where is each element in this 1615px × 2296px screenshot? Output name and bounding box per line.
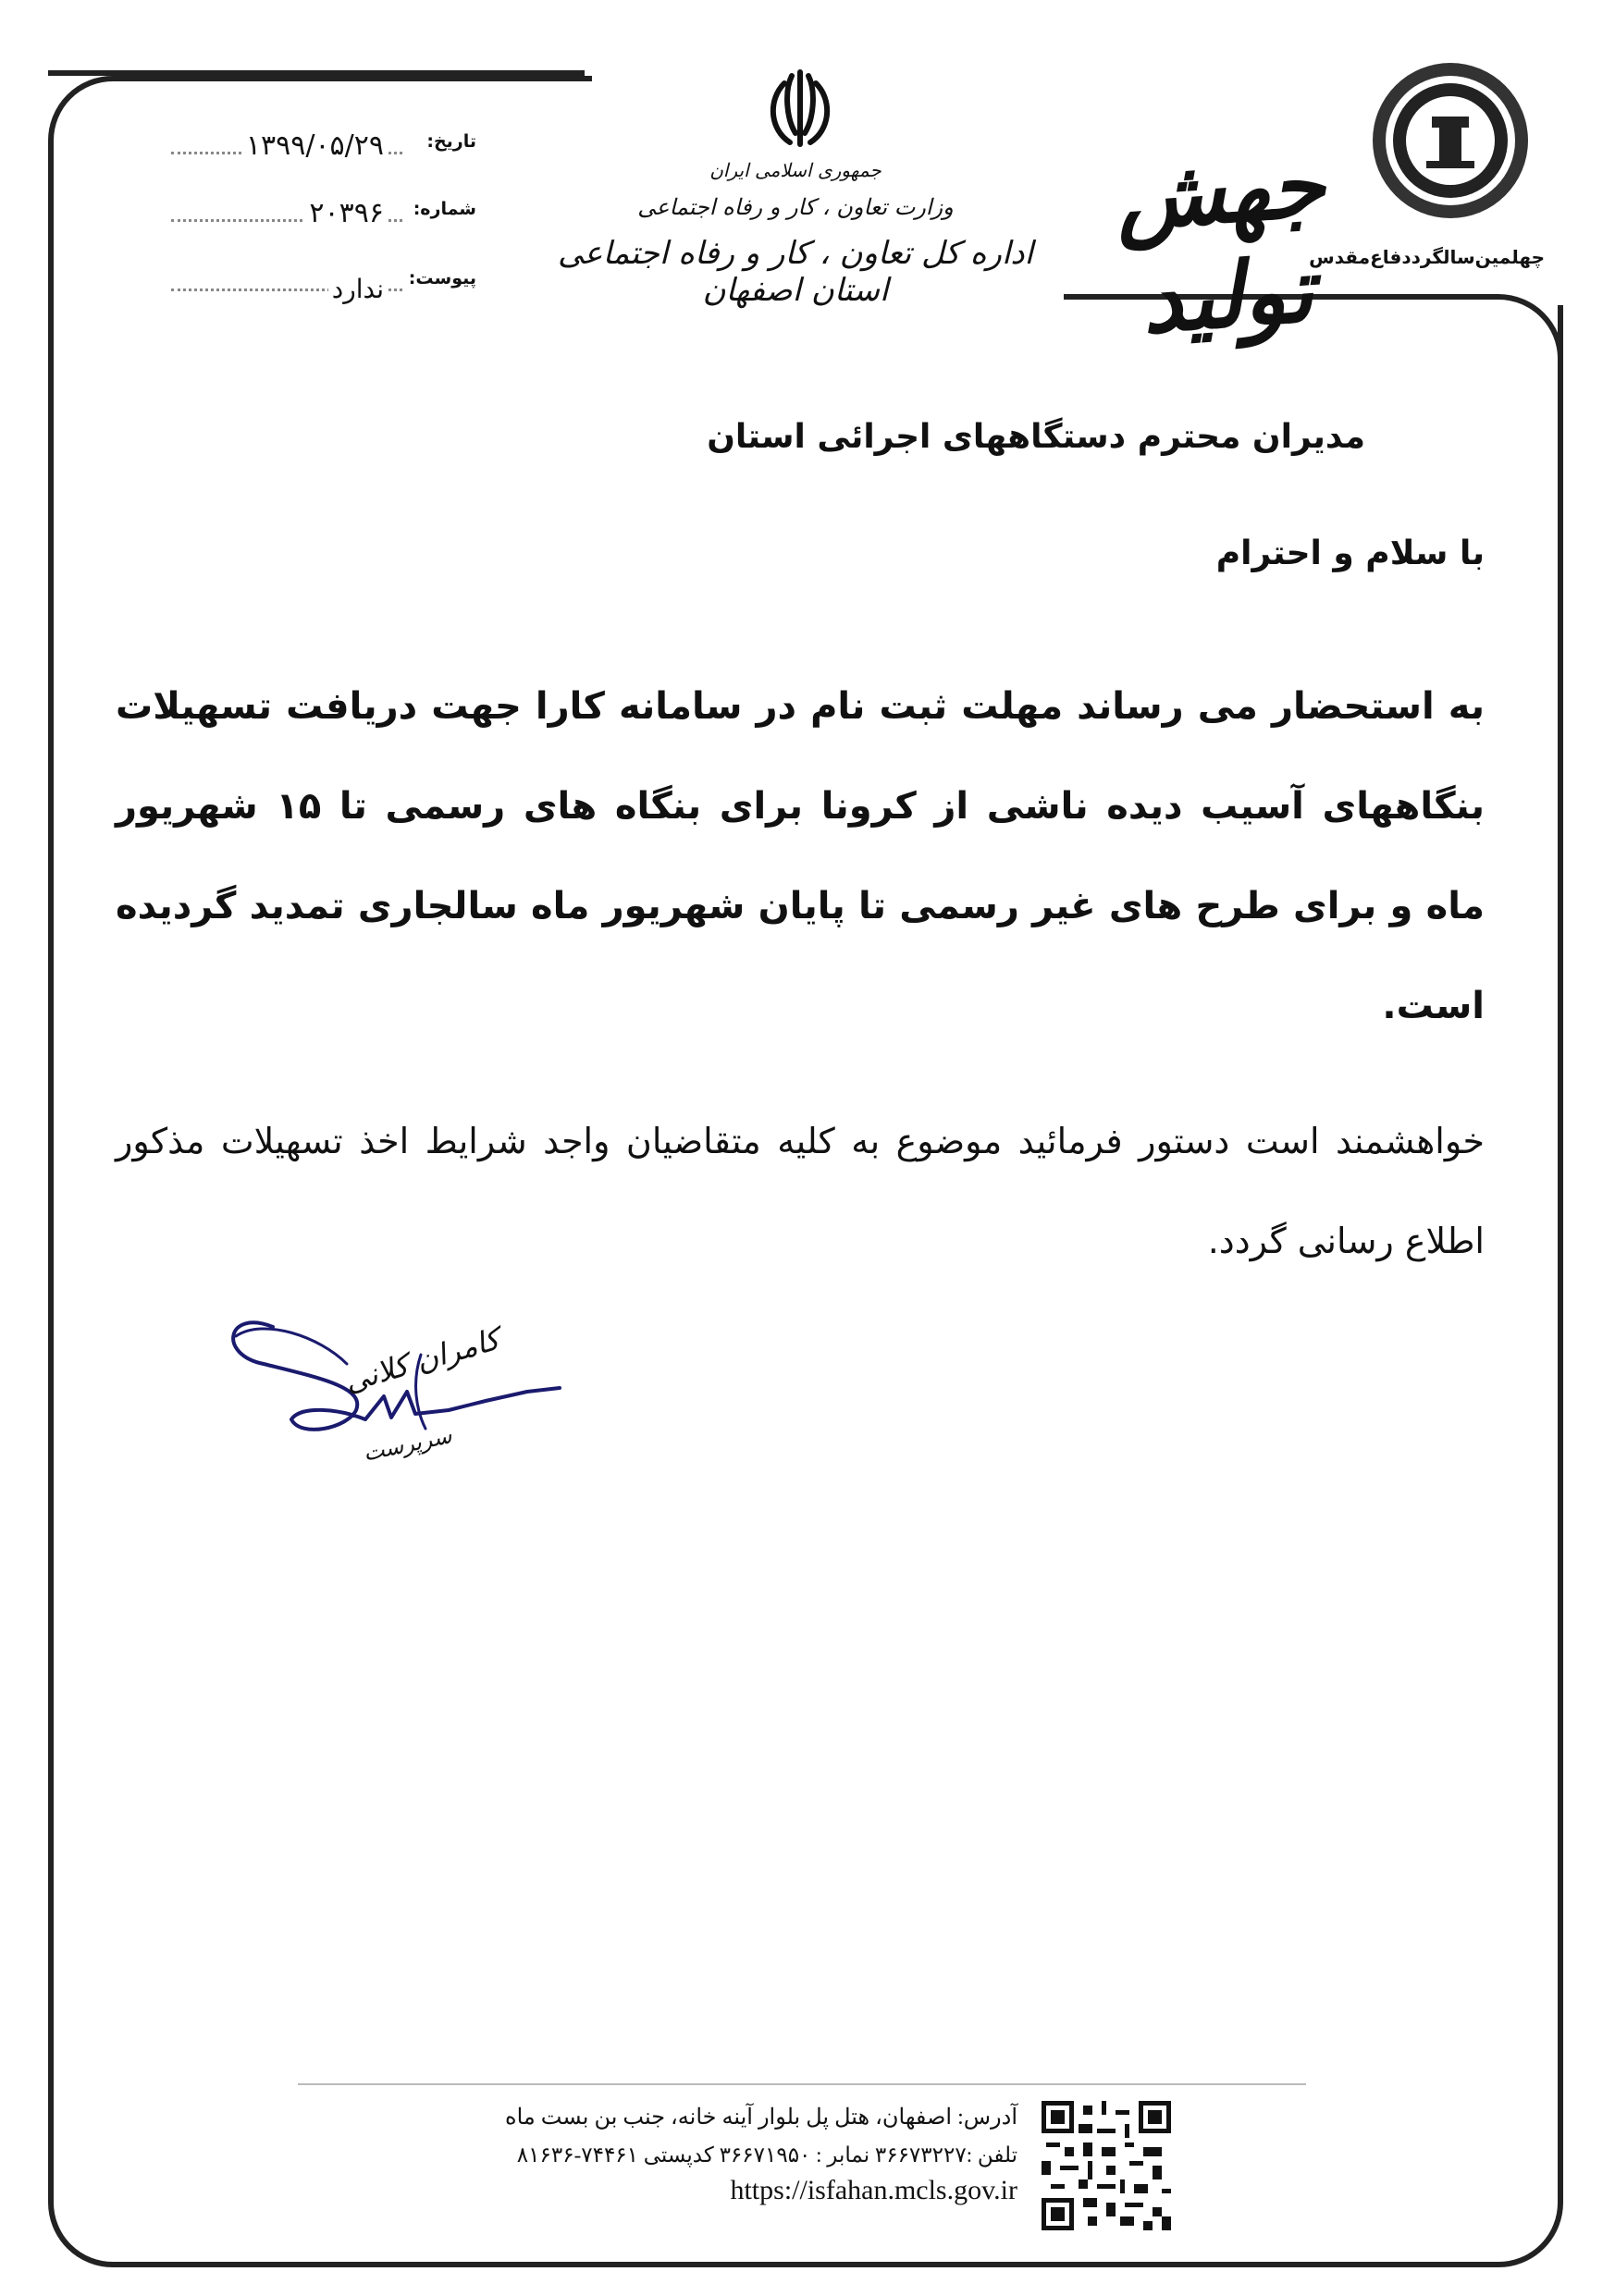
paragraph-request: خواهشمند است دستور فرمائید موضوع به کلیه متقاضیان واجد شرایط اخذ تسهیلات مذکور اطلاع رسانی گردد. [116, 1121, 1485, 1261]
country-name: جمهوری اسلامی ایران [709, 159, 881, 181]
defense-anniversary-emblem-icon [1371, 61, 1530, 220]
signatory-title: سرپرست [361, 1422, 454, 1467]
date-value: ۱۳۹۹/۰۵/۲۹ [242, 129, 388, 162]
date-label: تاریخ: [426, 131, 476, 152]
greeting: با سلام و احترام [1215, 534, 1485, 572]
date-field [157, 131, 476, 168]
footer-contact [351, 2104, 1017, 2206]
number-label: شماره: [413, 199, 476, 219]
signatory-name: کامران کلانی [340, 1320, 504, 1400]
attachment-label: پیوست: [408, 268, 476, 289]
coat-of-arms-icon [758, 63, 842, 155]
number-field [157, 199, 476, 236]
paragraph-main: به استحضار می رساند مهلت ثبت نام در سامانه کارا جهت دریافت تسهیلات بنگاههای آسیب دیده ناشی از کرونا برای بنگاه های رسمی تا ۱۵ شهریور ماه و برای طرح های غیر رسمی تا پایان شهریور ماه سالجاری تمدید گردیده است. [116, 685, 1485, 1027]
attachment-value: ندارد [328, 274, 388, 304]
ministry-name: وزارت تعاون ، کار و رفاه اجتماعی [637, 194, 954, 220]
number-value: ۲۰۳۹۶ [305, 197, 388, 229]
frame-top-line [48, 70, 585, 76]
qr-code-icon [1042, 2101, 1171, 2230]
slogan: جهش تولید [1112, 131, 1328, 354]
footer-phone: تلفن :۳۶۶۷۳۲۲۷ نمابر : ۳۶۶۷۱۹۵۰ کدپستی ۷۴۴۶۱-۸۱۶۳۶ [516, 2143, 1017, 2167]
handwritten-signature [208, 1299, 587, 1493]
footer-divider [298, 2083, 1306, 2085]
recipient: مدیران محترم دستگاههای اجرائی استان [707, 418, 1365, 456]
footer-website[interactable]: https://isfahan.mcls.gov.ir [730, 2175, 1017, 2205]
ministry-header [536, 159, 1054, 309]
footer-address: آدرس: اصفهان، هتل پل بلوار آینه خانه، جنب بن بست ماه [505, 2106, 1017, 2130]
attachment-field [157, 268, 476, 305]
department-name: اداره کل تعاون ، کار و رفاه اجتماعی استان اصفهان [557, 235, 1034, 309]
emblem-caption: چهلمین‌سالگرددفاع‌مقدس [1309, 246, 1545, 268]
